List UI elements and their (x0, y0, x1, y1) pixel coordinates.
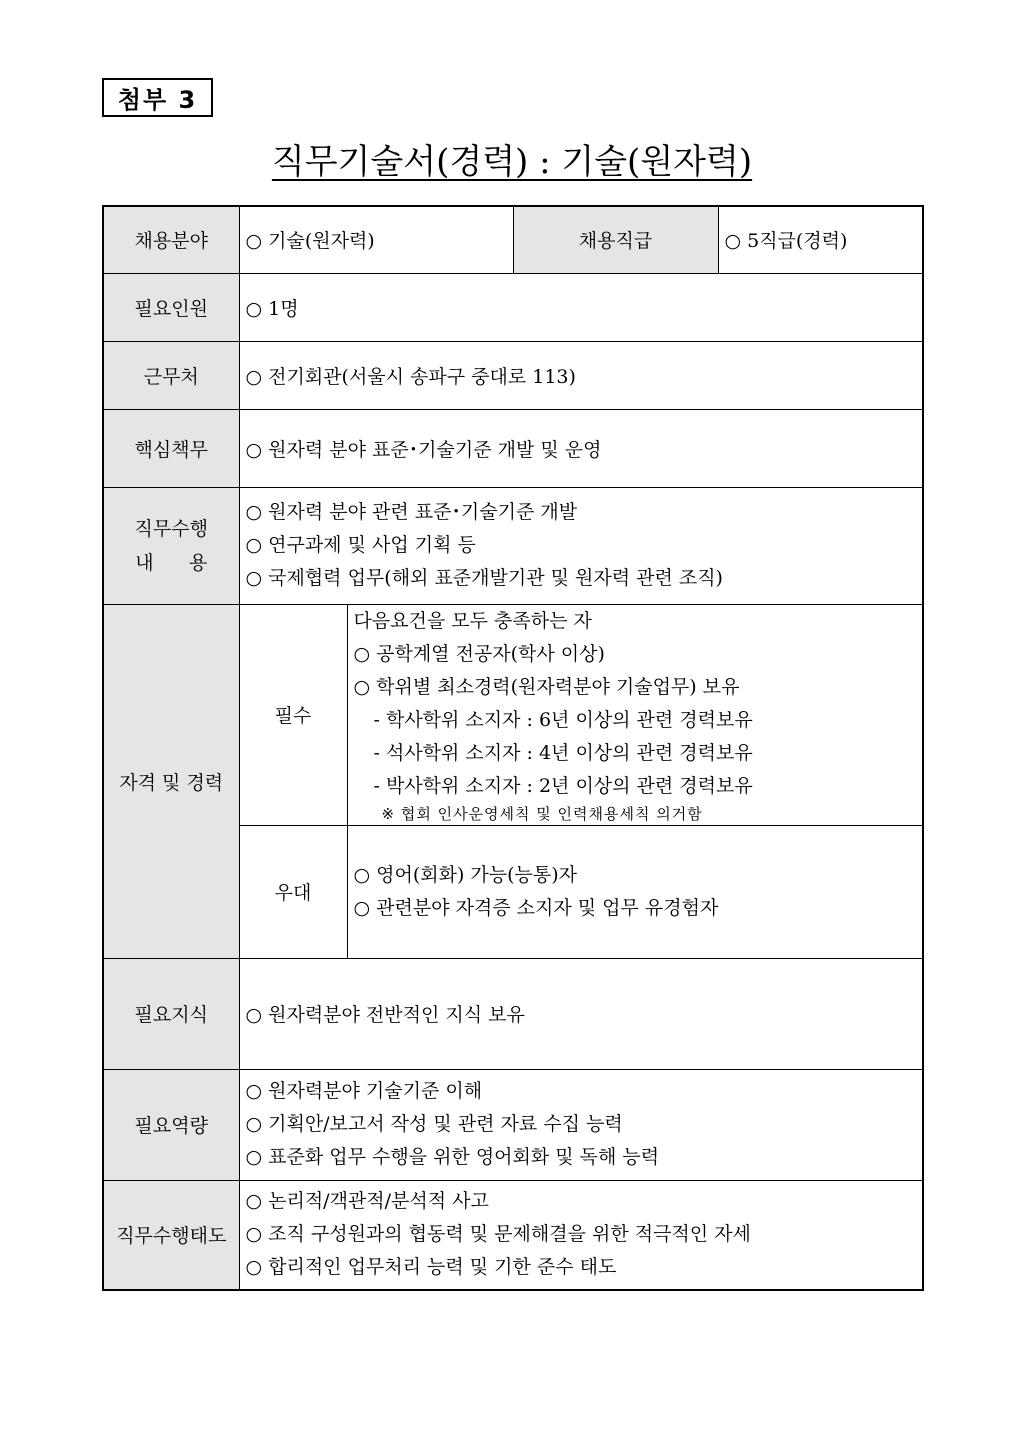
row-competency (103, 1069, 923, 1180)
attachment-badge: 첨부 3 (102, 78, 213, 117)
row-field (103, 206, 923, 273)
field-label: 채용분야 (103, 206, 239, 273)
competency-value (239, 1069, 923, 1180)
row-knowledge (103, 958, 923, 1069)
competency-item: ○ 원자력분야 기술기준 이해 (245, 1080, 483, 1102)
attitude-item: ○ 합리적인 업무처리 능력 및 기한 준수 태도 (245, 1256, 617, 1279)
row-attitude (103, 1180, 923, 1290)
preferred-value (347, 825, 923, 958)
headcount-label: 필요인원 (103, 273, 239, 341)
competency-item: ○ 기획안/보고서 작성 및 관련 자료 수집 능력 (245, 1113, 623, 1135)
duty-content-label-char2: 용 (188, 551, 208, 574)
duty-content-value (239, 487, 923, 604)
job-description-table (102, 205, 924, 1291)
headcount-value: ○ 1명 (239, 273, 923, 341)
required-sub-item: - 박사학위 소지자 : 2년 이상의 관련 경력보유 (373, 774, 753, 797)
required-item: ○ 학위별 최소경력(원자력분야 기술업무) 보유 (353, 675, 740, 698)
grade-value: ○ 5직급(경력) (718, 206, 923, 273)
core-duty-value: ○ 원자력 분야 표준･기술기준 개발 및 운영 (239, 409, 923, 487)
row-core-duty (103, 409, 923, 487)
page-title (0, 140, 1024, 184)
knowledge-label: 필요지식 (103, 958, 239, 1069)
duty-content-item: ○ 원자력 분야 관련 표준･기술기준 개발 (245, 501, 578, 523)
duty-content-item: ○ 연구과제 및 사업 기획 등 (245, 534, 476, 556)
field-value: ○ 기술(원자력) (239, 206, 513, 273)
workplace-label: 근무처 (103, 341, 239, 409)
attitude-item: ○ 논리적/객관적/분석적 사고 (245, 1190, 489, 1213)
preferred-item: ○ 관련분야 자격증 소지자 및 업무 유경험자 (353, 896, 719, 919)
core-duty-label: 핵심책무 (103, 409, 239, 487)
attitude-value (239, 1180, 923, 1290)
duty-content-label-line1: 직무수행 (134, 517, 208, 540)
required-sub-item: - 석사학위 소지자 : 4년 이상의 관련 경력보유 (373, 741, 753, 764)
required-item: ○ 공학계열 전공자(학사 이상) (353, 642, 605, 665)
required-sub-item: - 학사학위 소지자 : 6년 이상의 관련 경력보유 (373, 708, 753, 731)
duty-content-item: ○ 국제협력 업무(해외 표준개발기관 및 원자력 관련 조직) (245, 567, 723, 589)
row-duty-content (103, 487, 923, 604)
required-intro: 다음요건을 모두 충족하는 자 (353, 609, 592, 632)
competency-label: 필요역량 (103, 1069, 239, 1180)
page-title-text: 직무기술서(경력) : 기술(원자력) (271, 142, 753, 182)
attitude-item: ○ 조직 구성원과의 협동력 및 문제해결을 위한 적극적인 자세 (245, 1223, 751, 1246)
knowledge-value: ○ 원자력분야 전반적인 지식 보유 (239, 958, 923, 1069)
duty-content-label (103, 487, 239, 604)
preferred-label: 우대 (239, 825, 347, 958)
row-qualification-required (103, 604, 923, 825)
required-note: ※ 협회 인사운영세칙 및 인력채용세칙 의거함 (381, 804, 703, 823)
attitude-label: 직무수행태도 (103, 1180, 239, 1290)
row-headcount (103, 273, 923, 341)
row-workplace (103, 341, 923, 409)
grade-label: 채용직급 (513, 206, 718, 273)
required-value (347, 604, 923, 825)
preferred-item: ○ 영어(회화) 가능(능통)자 (353, 863, 577, 886)
competency-item: ○ 표준화 업무 수행을 위한 영어회화 및 독해 능력 (245, 1146, 660, 1168)
qualification-label: 자격 및 경력 (103, 604, 239, 958)
workplace-value: ○ 전기회관(서울시 송파구 중대로 113) (239, 341, 923, 409)
duty-content-label-char1: 내 (135, 551, 154, 574)
duty-content-label-line2 (135, 546, 207, 580)
required-label: 필수 (239, 604, 347, 825)
